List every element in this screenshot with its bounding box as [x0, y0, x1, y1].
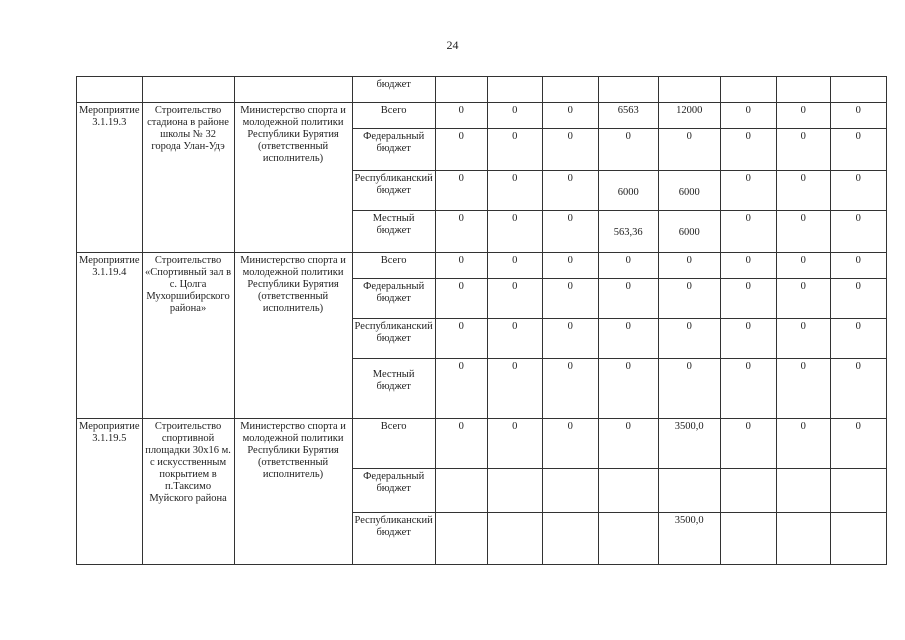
value-cell	[598, 469, 658, 513]
source-cell: Местный бюджет	[352, 211, 435, 253]
measure-executor: Министерство спорта и молодежной политики Республики Бурятия (ответственный исполнитель)	[234, 103, 352, 253]
value-cell: 0	[776, 211, 830, 253]
value-cell: 0	[598, 129, 658, 171]
value-cell: 0	[830, 129, 886, 171]
value-cell	[542, 469, 598, 513]
value-cell	[720, 469, 776, 513]
value-cell: 0	[776, 253, 830, 279]
cell	[142, 77, 234, 103]
measure-id: Мероприятие 3.1.19.3	[77, 103, 143, 253]
cell	[435, 77, 487, 103]
value-cell	[776, 513, 830, 565]
value-cell: 0	[776, 103, 830, 129]
cell	[234, 77, 352, 103]
value-cell: 0	[830, 211, 886, 253]
value-cell: 0	[776, 319, 830, 359]
value-cell: 0	[542, 359, 598, 419]
value-cell: 0	[658, 319, 720, 359]
value-cell: 0	[720, 253, 776, 279]
value-cell	[830, 469, 886, 513]
value-cell: 0	[542, 319, 598, 359]
value-cell: 0	[720, 103, 776, 129]
page-number: 24	[446, 38, 459, 52]
value-cell	[776, 469, 830, 513]
value-cell: 0	[435, 103, 487, 129]
cell	[658, 77, 720, 103]
value-cell: 0	[542, 171, 598, 211]
source-cell: Всего	[352, 103, 435, 129]
value-cell: 0	[487, 279, 542, 319]
value-cell: 0	[830, 171, 886, 211]
measure-id: Мероприятие 3.1.19.4	[77, 253, 143, 419]
source-cell: Всего	[352, 253, 435, 279]
value-cell: 0	[487, 359, 542, 419]
value-cell: 0	[435, 211, 487, 253]
value-cell: 0	[487, 253, 542, 279]
measure-executor: Министерство спорта и молодежной политики Республики Бурятия (ответственный исполнитель)	[234, 419, 352, 565]
value-cell: 0	[658, 279, 720, 319]
value-cell: 0	[598, 253, 658, 279]
value-cell: 0	[720, 211, 776, 253]
value-cell	[830, 513, 886, 565]
value-cell: 0	[435, 279, 487, 319]
value-cell: 0	[435, 171, 487, 211]
source-cell: Республиканский бюджет	[352, 171, 435, 211]
value-cell: 0	[542, 253, 598, 279]
value-cell: 0	[720, 419, 776, 469]
value-cell: 0	[487, 171, 542, 211]
value-cell: 0	[598, 419, 658, 469]
value-cell: 0	[720, 171, 776, 211]
measure-name: Строительство спортивной площадки 30х16 м. с искусственным покрытием в п.Таксимо Муйского района	[142, 419, 234, 565]
source-cell: Местный бюджет	[352, 359, 435, 419]
value-cell: 0	[542, 103, 598, 129]
source-cell: бюджет	[352, 77, 435, 103]
value-cell: 0	[830, 319, 886, 359]
value-cell: 0	[776, 359, 830, 419]
value-cell: 0	[830, 359, 886, 419]
value-cell: 3500,0	[658, 513, 720, 565]
table-row	[77, 103, 887, 129]
budget-table	[76, 76, 887, 565]
table-row	[77, 253, 887, 279]
value-cell: 0	[720, 279, 776, 319]
value-cell: 0	[435, 319, 487, 359]
value-cell: 0	[487, 103, 542, 129]
value-cell: 0	[598, 359, 658, 419]
source-cell: Федеральный бюджет	[352, 279, 435, 319]
value-cell: 0	[720, 319, 776, 359]
value-cell: 0	[435, 253, 487, 279]
value-cell	[435, 469, 487, 513]
value-cell	[435, 513, 487, 565]
value-cell	[487, 513, 542, 565]
cell	[720, 77, 776, 103]
source-cell: Республиканский бюджет	[352, 513, 435, 565]
cell	[487, 77, 542, 103]
value-cell: 0	[776, 129, 830, 171]
value-cell: 0	[542, 279, 598, 319]
source-cell: Федеральный бюджет	[352, 469, 435, 513]
value-cell: 0	[658, 129, 720, 171]
source-cell: Федеральный бюджет	[352, 129, 435, 171]
source-cell: Всего	[352, 419, 435, 469]
value-cell: 6000	[658, 211, 720, 253]
value-cell: 0	[542, 129, 598, 171]
value-cell: 0	[720, 359, 776, 419]
table-row	[77, 419, 887, 469]
value-cell: 0	[776, 171, 830, 211]
value-cell	[542, 513, 598, 565]
cell	[776, 77, 830, 103]
measure-name: Строительство стадиона в районе школы № 32 города Улан-Удэ	[142, 103, 234, 253]
cell	[542, 77, 598, 103]
cell	[598, 77, 658, 103]
value-cell: 0	[435, 129, 487, 171]
source-cell: Республиканский бюджет	[352, 319, 435, 359]
value-cell: 0	[830, 419, 886, 469]
value-cell: 0	[542, 211, 598, 253]
value-cell: 0	[776, 419, 830, 469]
value-cell	[487, 469, 542, 513]
value-cell	[658, 469, 720, 513]
value-cell: 0	[487, 211, 542, 253]
value-cell: 563,36	[598, 211, 658, 253]
value-cell: 0	[542, 419, 598, 469]
value-cell: 0	[487, 129, 542, 171]
measure-id: Мероприятие 3.1.19.5	[77, 419, 143, 565]
cell	[830, 77, 886, 103]
value-cell: 0	[598, 319, 658, 359]
value-cell: 12000	[658, 103, 720, 129]
value-cell	[598, 513, 658, 565]
measure-executor: Министерство спорта и молодежной политики Республики Бурятия (ответственный исполнитель)	[234, 253, 352, 419]
value-cell: 6000	[598, 171, 658, 211]
value-cell: 0	[487, 419, 542, 469]
value-cell: 0	[435, 419, 487, 469]
value-cell: 6563	[598, 103, 658, 129]
value-cell: 0	[830, 253, 886, 279]
value-cell: 0	[435, 359, 487, 419]
value-cell: 0	[487, 319, 542, 359]
cell	[77, 77, 143, 103]
value-cell: 0	[830, 103, 886, 129]
value-cell	[720, 513, 776, 565]
table-row	[77, 77, 887, 103]
value-cell: 0	[776, 279, 830, 319]
value-cell: 0	[598, 279, 658, 319]
value-cell: 3500,0	[658, 419, 720, 469]
value-cell: 6000	[658, 171, 720, 211]
value-cell: 0	[658, 253, 720, 279]
value-cell: 0	[720, 129, 776, 171]
value-cell: 0	[658, 359, 720, 419]
value-cell: 0	[830, 279, 886, 319]
measure-name: Строительство «Спортивный зал в с. Цолга Мухоршибирского района»	[142, 253, 234, 419]
